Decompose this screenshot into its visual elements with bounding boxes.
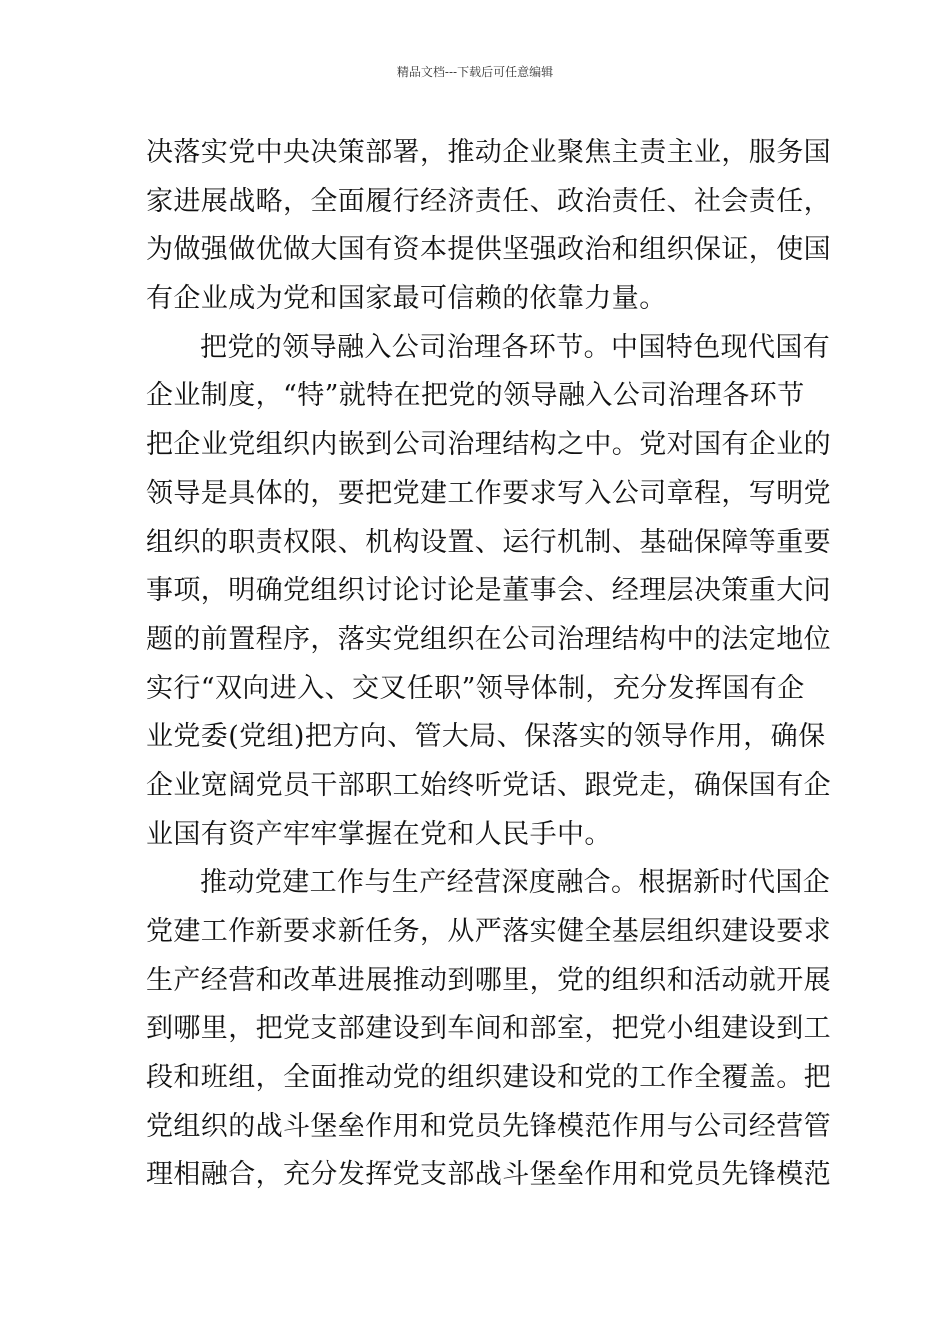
text-line: 企业宽阔党员干部职工始终听党话、跟党走，确保国有企 [146,769,831,801]
text-line: 生产经营和改革进展推动到哪里，党的组织和活动就开展 [146,964,831,996]
text-line: 理相融合，充分发挥党支部战斗堡垒作用和党员先锋模范 [146,1159,831,1191]
text-line: 业党委(党组)把方向、管大局、保落实的领导作用，确保 [146,721,826,753]
page-header: 精品文档---下载后可任意编辑 [396,65,554,79]
text-line: 决落实党中央决策部署，推动企业聚焦主责主业，服务国 [146,137,831,168]
paragraph [146,859,831,1200]
text-line: 题的前置程序，落实党组织在公司治理结构中的法定地位 [146,623,831,655]
text-line: 把企业党组织内嵌到公司治理结构之中。党对国有企业的 [146,429,831,461]
text-line: 推动党建工作与生产经营深度融合。根据新时代国企 [200,867,831,899]
paragraph [146,129,831,324]
text-line: 党建工作新要求新任务，从严落实健全基层组织建设要求 [146,916,831,947]
text-line: 组织的职责权限、机构设置、运行机制、基础保障等重要 [146,526,831,558]
paragraph [146,324,831,860]
text-line: 业国有资产牢牢掌握在党和人民手中。 [146,818,612,850]
text-line: 企业制度，“特”就特在把党的领导融入公司治理各环节 [146,380,805,412]
text-line: 家进展战略，全面履行经济责任、政治责任、社会责任， [146,185,831,217]
document-body [146,129,831,1200]
text-line: 领导是具体的，要把党建工作要求写入公司章程，写明党 [146,477,831,509]
text-line: 段和班组，全面推动党的组织建设和党的工作全覆盖。把 [146,1062,831,1094]
text-line: 事项，明确党组织讨论讨论是董事会、经理层决策重大问 [146,575,831,607]
text-line: 有企业成为党和国家最可信赖的依靠力量。 [146,283,667,315]
text-line: 党组织的战斗堡垒作用和党员先锋模范作用与公司经营管 [146,1110,831,1142]
text-line: 为做强做优做大国有资本提供坚强政治和组织保证，使国 [146,234,831,266]
text-line: 实行“双向进入、交叉任职”领导体制，充分发挥国有企 [146,672,805,704]
text-line: 把党的领导融入公司治理各环节。中国特色现代国有 [200,331,831,363]
text-line: 到哪里，把党支部建设到车间和部室，把党小组建设到工 [146,1013,831,1045]
